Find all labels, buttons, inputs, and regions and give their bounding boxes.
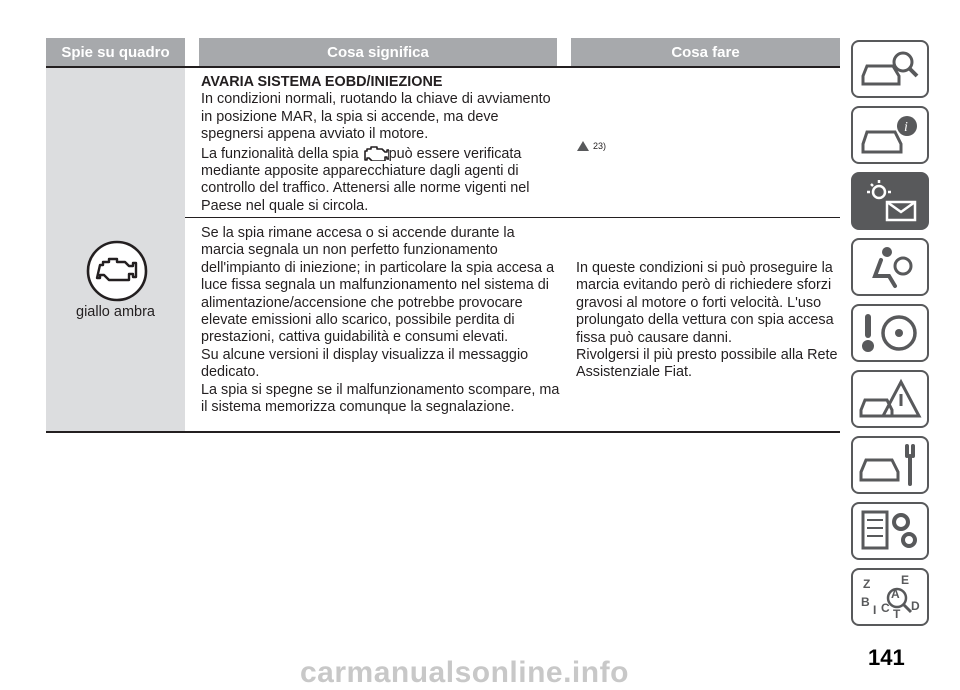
row1-title: AVARIA SISTEMA EOBD/INIEZIONE	[201, 74, 443, 90]
index-letter: Z	[863, 577, 871, 591]
index-letter: A	[891, 587, 900, 601]
row2-line1: Se la spia rimane accesa o si accende durante la marcia segnala un non perfetto funzionamento dell'impianto di iniezione; in particolare la spia accesa a luce fissa segnala un malfunzionamento nel sistema di alimentazione/accensione che potrebbe provocare elevate emissioni allo scarico, possibile perdita di prestazioni, cattiva guidabilità e consumi elevati.	[201, 225, 555, 346]
row2-meaning	[201, 225, 561, 416]
tab-technical-data[interactable]	[851, 502, 929, 560]
specs-gears-icon	[857, 508, 923, 554]
index-letter: I	[873, 603, 877, 617]
tab-safety[interactable]	[851, 238, 929, 296]
svg-text:i: i	[904, 120, 908, 135]
key-steering-wheel-icon	[857, 310, 923, 356]
car-info-icon	[857, 112, 923, 158]
engine-check-icon	[86, 240, 148, 302]
tab-car-info[interactable]	[851, 106, 929, 164]
engine-check-inline-icon	[363, 144, 389, 161]
row1-text2: La funzionalità della spia può essere verificata mediante apposite apparecchiature dagli agenti di controllo del traffico. Attenersi alle norme vigenti nel Paese nel quale si circola.	[201, 145, 530, 214]
note-number: 23)	[593, 141, 607, 151]
header-spie: Spie su quadro	[46, 38, 185, 66]
row2-line2: Su alcune versioni il display visualizza il messaggio dedicato.	[201, 346, 529, 381]
row1-meaning	[201, 74, 561, 215]
index-letter: T	[893, 607, 901, 620]
watermark: carmanualsonline.info	[300, 656, 629, 689]
tab-emergency[interactable]	[851, 370, 929, 428]
index-letter: E	[901, 574, 910, 587]
row1-text1: In condizioni normali, ruotando la chiave di avviamento in posizione MAR, la spia si accende, ma deve spegnersi appena avviato il motore.	[201, 91, 551, 143]
tab-index[interactable]	[851, 568, 929, 626]
warning-triangle-icon	[576, 140, 590, 152]
tab-warning-lights[interactable]	[851, 172, 929, 230]
car-accident-warning-icon	[857, 376, 923, 422]
seat-airbag-icon	[857, 244, 923, 290]
table-bottom-rule	[46, 431, 840, 433]
car-wrench-icon	[857, 442, 923, 488]
lamp-color-label: giallo ambra	[76, 304, 155, 320]
tab-car-search[interactable]	[851, 40, 929, 98]
warning-light-message-icon	[857, 178, 923, 224]
note-reference[interactable]	[576, 140, 606, 152]
alphabet-index-icon	[857, 574, 923, 620]
car-search-icon	[857, 46, 923, 92]
index-letter: B	[861, 595, 870, 609]
row2-action2: Rivolgersi il più presto possibile alla Rete Assistenziale Fiat.	[576, 347, 838, 381]
tab-maintenance[interactable]	[851, 436, 929, 494]
row2-action1: In queste condizioni si può proseguire la marcia evitando però di richiedere sforzi gravosi al motore o forti velocità. L'uso prolungato della vettura con spia accesa fissa può causare danni.	[576, 260, 834, 346]
row-divider	[185, 217, 840, 218]
lamp-column	[46, 68, 185, 431]
row2-action	[576, 260, 838, 382]
header-significa: Cosa significa	[199, 38, 557, 66]
page-number: 141	[868, 645, 905, 670]
header-fare: Cosa fare	[571, 38, 840, 66]
index-letter: D	[911, 599, 920, 613]
index-letter: C	[881, 601, 890, 615]
tab-starting-driving[interactable]	[851, 304, 929, 362]
row2-line3: La spia si spegne se il malfunzionamento scompare, ma il sistema memorizza comunque la segnalazione.	[201, 381, 560, 416]
